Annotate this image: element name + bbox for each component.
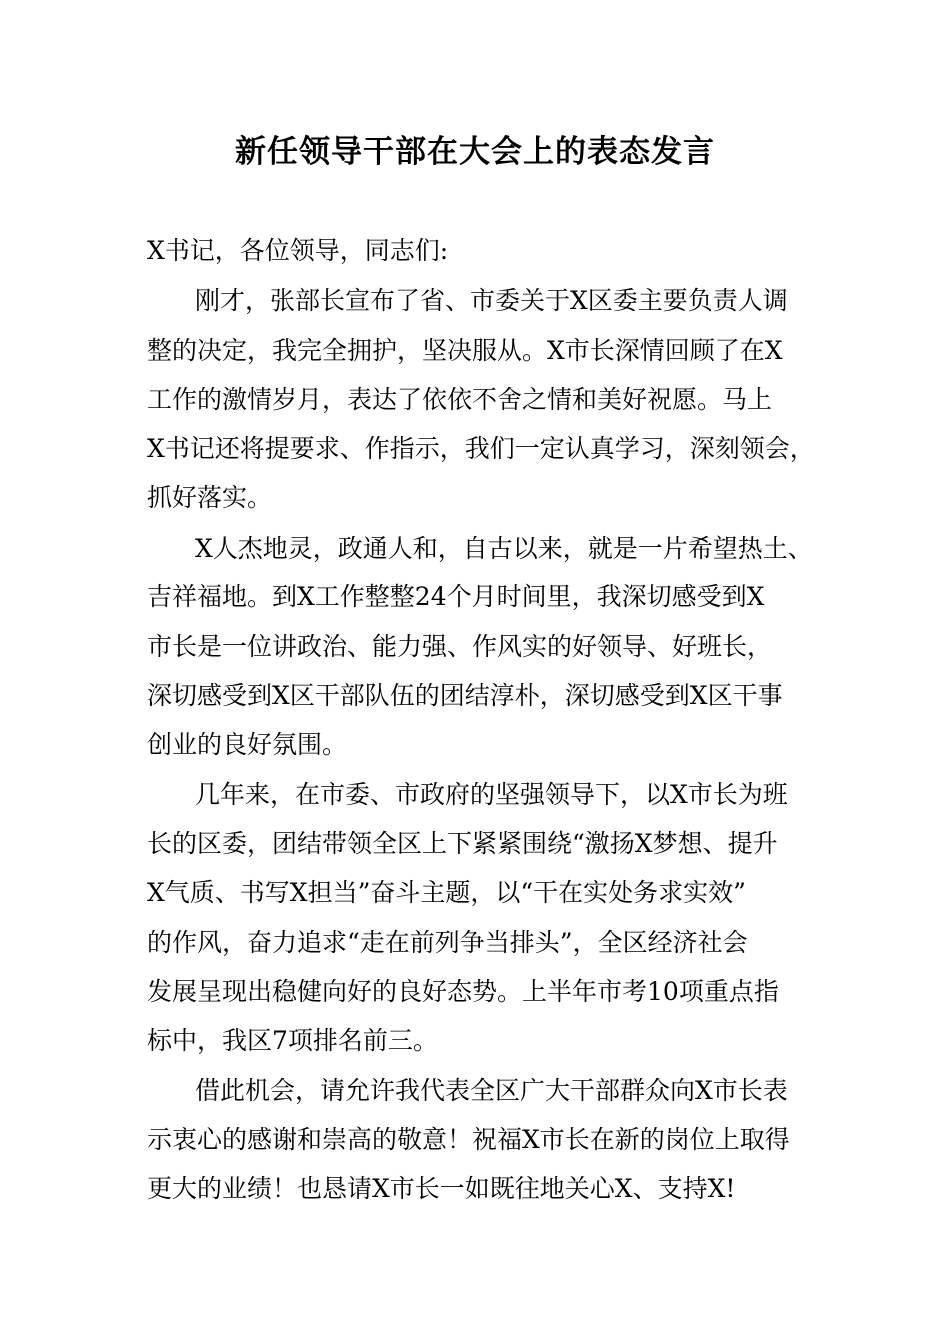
paragraph-3-line-6: 标中，我区7项排名前三。: [147, 1026, 438, 1055]
paragraph-3-line-2: 长的区委，团结带领全区上下紧紧围绕“激扬X梦想、提升: [147, 829, 778, 858]
paragraph-4-line-1: 借此机会，请允许我代表全区广大干部群众向X市长表: [195, 1076, 788, 1105]
paragraph-1-line-2: 整的决定，我完全拥护，坚决服从。X市长深情回顾了在X: [147, 336, 783, 365]
paragraph-4-line-3: 更大的业绩！也恳请X市长一如既往地关心X、支持X!: [147, 1174, 736, 1203]
paragraph-3-line-5: 发展呈现出稳健向好的良好态势。上半年市考10项重点指: [147, 977, 779, 1006]
paragraph-1-line-4: X书记还将提要求、作指示，我们一定认真学习，深刻领会，: [147, 434, 815, 463]
paragraph-2-line-3: 市长是一位讲政治、能力强、作风实的好领导、好班长，: [147, 632, 773, 661]
paragraph-2-line-4: 深切感受到X区干部队伍的团结淳朴，深切感受到X区干事: [147, 681, 783, 710]
paragraph-1-line-5: 抓好落实。: [147, 483, 273, 512]
paragraph-1-line-1: 刚才，张部长宣布了省、市委关于X区委主要负责人调: [195, 286, 788, 315]
paragraph-2-line-1: X人杰地灵，政通人和，自古以来，就是一片希望热土、: [195, 534, 813, 563]
paragraph-4-line-2: 示衷心的感谢和崇高的敬意！祝福X市长在新的岗位上取得: [147, 1125, 790, 1154]
document-title: 新任领导干部在大会上的表态发言: [235, 134, 715, 170]
paragraph-3-line-3: X气质、书写X担当”奋斗主题，以“干在实处务求实效”: [147, 878, 746, 907]
paragraph-2-line-5: 创业的良好氛围。: [147, 730, 348, 759]
greeting: X书记，各位领导，同志们:: [147, 236, 449, 265]
paragraph-2-line-2: 吉祥福地。到X工作整整24个月时间里，我深切感受到X: [147, 582, 765, 611]
paragraph-1-line-3: 工作的激情岁月，表达了依依不舍之情和美好祝愿。马上: [147, 385, 773, 414]
paragraph-3-line-4: 的作风，奋力追求“走在前列争当排头”，全区经济社会: [147, 928, 748, 957]
paragraph-3-line-1: 几年来，在市委、市政府的坚强领导下，以X市长为班: [195, 780, 788, 809]
